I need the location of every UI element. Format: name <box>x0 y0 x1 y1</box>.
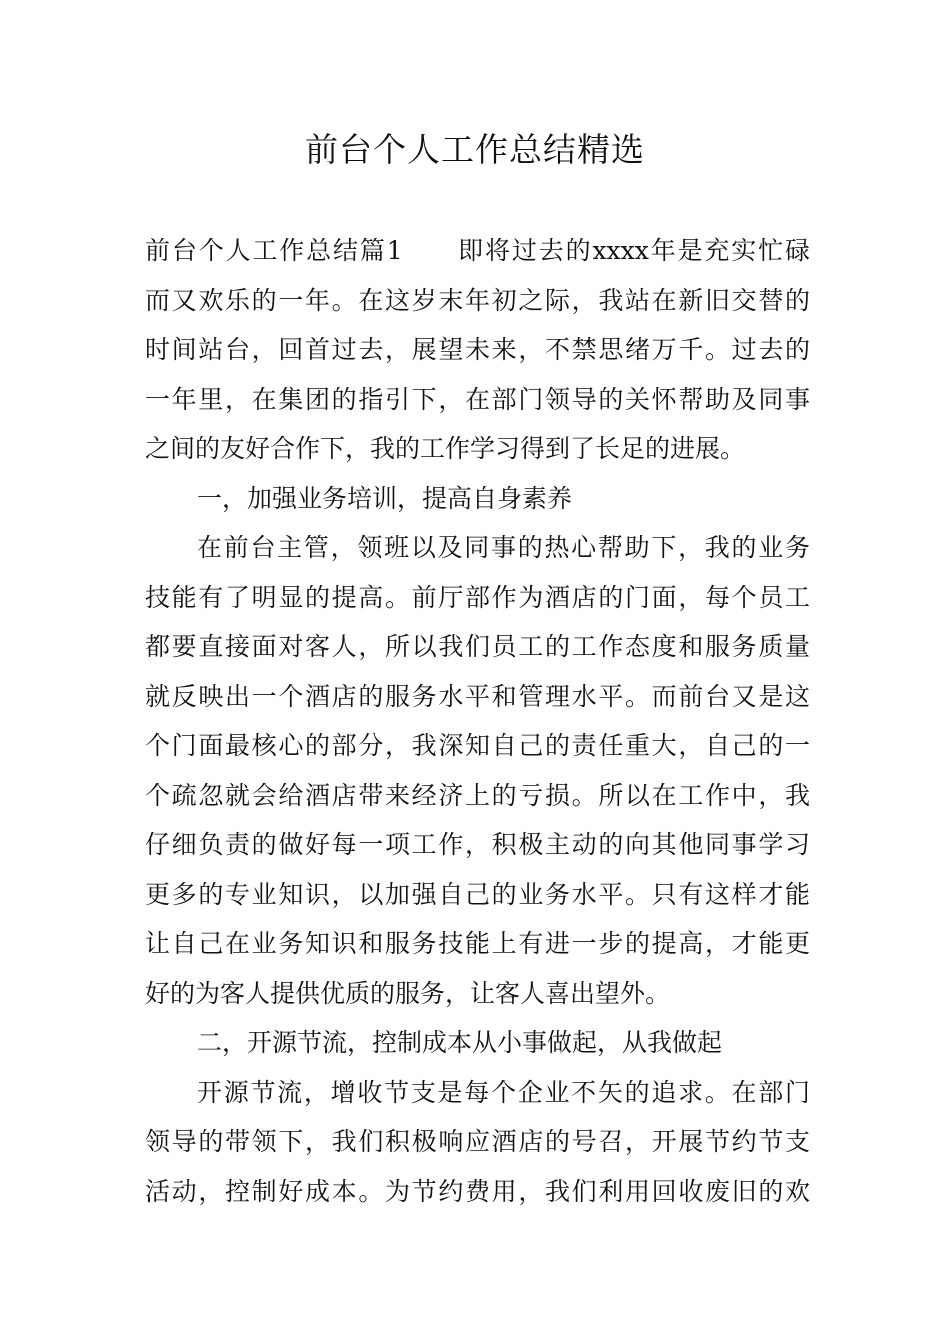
document-body <box>145 226 810 1216</box>
paragraph-line: 更多的专业知识，以加强自己的业务水平。只有这样才能 <box>145 879 810 909</box>
paragraph-line: 个疏忽就会给酒店带来经济上的亏损。所以在工作中，我 <box>145 780 810 810</box>
section-heading: 二，开源节流，控制成本从小事做起，从我做起 <box>197 1028 723 1057</box>
document-title: 前台个人工作总结精选 <box>305 130 645 169</box>
section-heading: 一，加强业务培训，提高自身素养 <box>197 483 573 513</box>
paragraph-line: 技能有了明显的提高。前厅部作为酒店的门面，每个员工 <box>145 582 810 612</box>
paragraph-line: 之间的友好合作下，我的工作学习得到了长足的进展。 <box>145 434 746 463</box>
paragraph-line: 就反映出一个酒店的服务水平和管理水平。而前台又是这 <box>145 681 810 711</box>
paragraph-line: 一年里，在集团的指引下，在部门领导的关怀帮助及同事 <box>145 384 810 414</box>
paragraph-line: 活动，控制好成本。为节约费用，我们利用回收废旧的欢 <box>145 1176 810 1206</box>
paragraph-line: 在前台主管，领班以及同事的热心帮助下，我的业务 <box>197 533 810 562</box>
paragraph-line: 让自己在业务知识和服务技能上有进一步的提高，才能更 <box>145 929 810 958</box>
paragraph-line: 开源节流，增收节支是每个企业不矢的追求。在部门 <box>197 1077 810 1107</box>
paragraph-line: 仔细负责的做好每一项工作，积极主动的向其他同事学习 <box>145 830 810 859</box>
paragraph-line: 都要直接面对客人，所以我们员工的工作态度和服务质量 <box>145 632 810 661</box>
paragraph-line: 时间站台，回首过去，展望未来，不禁思绪万千。过去的 <box>145 335 810 364</box>
paragraph-line: 好的为客人提供优质的服务，让客人喜出望外。 <box>145 978 671 1008</box>
paragraph-line: 而又欢乐的一年。在这岁末年初之际，我站在新旧交替的 <box>145 285 810 315</box>
paragraph-line: 前台个人工作总结篇1 即将过去的xxxx年是充实忙碌 <box>145 236 810 265</box>
paragraph-line: 个门面最核心的部分，我深知自己的责任重大，自己的一 <box>145 731 810 760</box>
paragraph-line: 领导的带领下，我们积极响应酒店的号召，开展节约节支 <box>145 1127 810 1156</box>
